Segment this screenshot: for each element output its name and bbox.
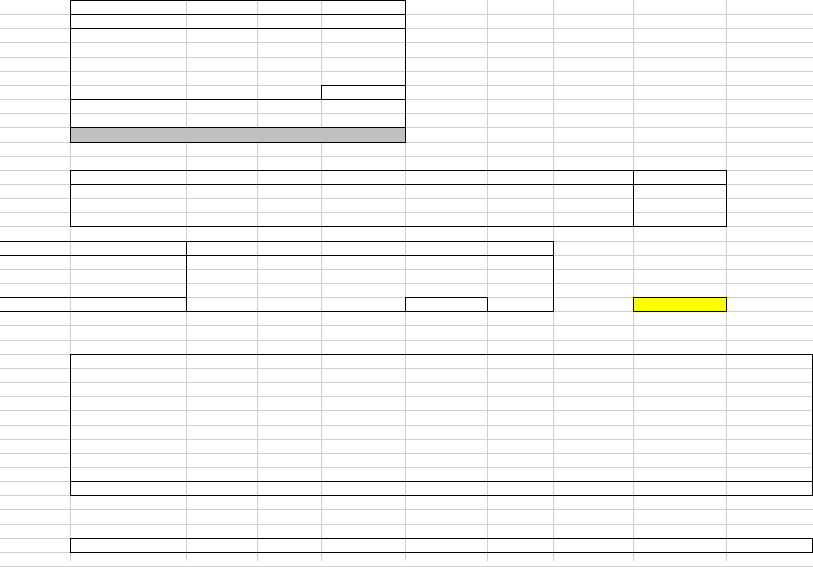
costo-cell[interactable] <box>506 270 554 283</box>
carga-header[interactable] <box>490 369 552 382</box>
costo-cell[interactable] <box>729 256 811 269</box>
matriz-header[interactable] <box>73 1 185 14</box>
carga-header[interactable] <box>324 369 404 382</box>
categorias-cell[interactable] <box>636 199 725 212</box>
costo-cell[interactable] <box>260 284 320 297</box>
costo-cell[interactable] <box>260 270 320 283</box>
carga-title[interactable] <box>73 341 213 354</box>
dist-label[interactable] <box>8 397 68 410</box>
costo-total-value[interactable] <box>636 298 725 311</box>
carga-cell[interactable] <box>260 510 320 523</box>
costo-cell[interactable] <box>506 284 554 297</box>
carga-cell[interactable] <box>260 411 320 424</box>
categorias-cell[interactable] <box>189 199 256 212</box>
matriz-cell[interactable] <box>73 100 185 113</box>
carga-cell[interactable] <box>324 510 404 523</box>
categorias-cell[interactable] <box>73 199 185 212</box>
costo-total-label[interactable] <box>173 298 313 311</box>
matriz-cell[interactable] <box>189 43 256 56</box>
carga-cell[interactable] <box>408 454 486 467</box>
categorias-header[interactable] <box>490 171 552 184</box>
carga-cell[interactable] <box>490 482 552 495</box>
costo-cell[interactable] <box>2 284 69 297</box>
carga-cell[interactable] <box>73 468 185 481</box>
categorias-header[interactable] <box>260 171 320 184</box>
carga-final-cell[interactable] <box>490 539 552 552</box>
matriz-cell[interactable] <box>324 100 404 113</box>
categorias-header[interactable] <box>556 171 632 184</box>
gridline-horizontal <box>0 156 813 157</box>
carga-header[interactable] <box>729 369 811 382</box>
costo-cell[interactable] <box>2 256 69 269</box>
carga-cell[interactable] <box>408 411 486 424</box>
gridline-horizontal <box>0 495 813 496</box>
gridline-horizontal <box>0 226 813 227</box>
carga-cell[interactable] <box>556 454 632 467</box>
matriz-cell[interactable] <box>189 29 256 42</box>
carga-cell[interactable] <box>324 397 404 410</box>
carga-header[interactable] <box>636 369 725 382</box>
matriz-header[interactable] <box>324 1 404 14</box>
carga-cell[interactable] <box>73 440 185 453</box>
costo-cell[interactable] <box>189 270 256 283</box>
carga-cell[interactable] <box>189 411 256 424</box>
carga-cell[interactable] <box>636 411 725 424</box>
carga-cell[interactable] <box>189 440 256 453</box>
carga-cell[interactable] <box>729 411 811 424</box>
carga-cell[interactable] <box>408 482 486 495</box>
carga-cell[interactable] <box>260 454 320 467</box>
gridline-horizontal <box>0 142 813 143</box>
matriz-cell[interactable] <box>324 15 404 28</box>
gridline-horizontal <box>0 354 813 355</box>
categorias-cell[interactable] <box>490 213 552 226</box>
carga-final-cell[interactable] <box>636 539 725 552</box>
carga-header[interactable] <box>189 369 256 382</box>
carga-cell[interactable] <box>324 411 404 424</box>
carga-cell[interactable] <box>73 411 185 424</box>
categorias-header[interactable] <box>408 171 486 184</box>
carga-final-cell[interactable] <box>73 539 185 552</box>
matriz-cell[interactable] <box>73 29 185 42</box>
carga-cell[interactable] <box>260 397 320 410</box>
carga-final-cell[interactable] <box>729 539 811 552</box>
carga-cell[interactable] <box>408 397 486 410</box>
costo-cell[interactable] <box>408 284 486 297</box>
categorias-cell[interactable] <box>556 213 632 226</box>
costo-cell[interactable] <box>729 284 811 297</box>
categorias-cell[interactable] <box>408 199 486 212</box>
matriz-cell[interactable] <box>260 72 320 85</box>
carga-cell[interactable] <box>556 411 632 424</box>
categorias-cell[interactable] <box>490 199 552 212</box>
categorias-cell[interactable] <box>260 185 320 198</box>
carga-final-cell[interactable] <box>324 539 404 552</box>
gridline-horizontal <box>0 311 813 312</box>
categorias-cell[interactable] <box>636 185 725 198</box>
matriz-cell[interactable] <box>324 29 404 42</box>
carga-cell[interactable] <box>556 510 632 523</box>
total-cs-sc-fill <box>71 127 406 142</box>
carga-cell[interactable] <box>260 426 320 439</box>
gridline-horizontal <box>0 524 813 525</box>
gridline-horizontal <box>0 57 813 58</box>
matriz-cell[interactable] <box>73 15 185 28</box>
carga-cell[interactable] <box>636 482 725 495</box>
matriz-cell[interactable] <box>73 43 185 56</box>
carga-cell[interactable] <box>189 468 256 481</box>
carga-final-cell[interactable] <box>408 539 486 552</box>
costo-header[interactable] <box>260 242 330 255</box>
carga-cell[interactable] <box>324 454 404 467</box>
costo-cell[interactable] <box>73 284 185 297</box>
categorias-header[interactable] <box>189 171 256 184</box>
categorias-cell[interactable] <box>73 185 185 198</box>
gridline-horizontal <box>0 382 813 383</box>
costo-cell[interactable] <box>260 256 320 269</box>
dist-label[interactable] <box>8 510 68 523</box>
gridline-horizontal <box>0 325 813 326</box>
carga-cell[interactable] <box>729 482 811 495</box>
carga-cell[interactable] <box>490 510 552 523</box>
carga-cell[interactable] <box>73 397 185 410</box>
categorias-cell[interactable] <box>324 199 404 212</box>
carga-cell[interactable] <box>636 454 725 467</box>
costo-cell[interactable] <box>73 256 185 269</box>
carga-cell[interactable] <box>490 454 552 467</box>
carga-header[interactable] <box>73 369 185 382</box>
matriz-cell[interactable] <box>260 15 320 28</box>
carga-cell[interactable] <box>324 482 404 495</box>
costo-cell[interactable] <box>324 270 404 283</box>
costo-cell[interactable] <box>189 256 256 269</box>
carga-cell[interactable] <box>729 468 811 481</box>
categorias-header[interactable] <box>324 171 404 184</box>
carga-cell[interactable] <box>729 397 811 410</box>
carga-cell[interactable] <box>73 482 185 495</box>
carga-cell[interactable] <box>556 482 632 495</box>
carga-cell[interactable] <box>729 510 811 523</box>
matriz-cell[interactable] <box>324 86 404 99</box>
carga-cell[interactable] <box>189 426 256 439</box>
matriz-cell[interactable] <box>324 72 404 85</box>
carga-cell[interactable] <box>490 411 552 424</box>
carga-header[interactable] <box>556 369 632 382</box>
categorias-cell[interactable] <box>260 213 320 226</box>
categorias-cell[interactable] <box>408 213 486 226</box>
carga-cell[interactable] <box>729 454 811 467</box>
carga-cell[interactable] <box>260 440 320 453</box>
carga-cell[interactable] <box>73 426 185 439</box>
carga-final-cell[interactable] <box>556 539 632 552</box>
costo-cell[interactable] <box>2 270 69 283</box>
gridline-horizontal <box>0 85 813 86</box>
categorias-cell[interactable] <box>189 185 256 198</box>
carga-cell[interactable] <box>260 482 320 495</box>
costo-cell[interactable] <box>408 270 486 283</box>
categorias-cell[interactable] <box>324 185 404 198</box>
categorias-cell[interactable] <box>189 213 256 226</box>
matriz-cell[interactable] <box>260 43 320 56</box>
costo-header[interactable] <box>329 242 407 255</box>
carga-cell[interactable] <box>189 397 256 410</box>
matriz-cell[interactable] <box>324 43 404 56</box>
matriz-cell[interactable] <box>73 72 185 85</box>
categorias-cell[interactable] <box>408 185 486 198</box>
carga-cell[interactable] <box>490 397 552 410</box>
categorias-cell[interactable] <box>324 213 404 226</box>
matriz-cell[interactable] <box>189 72 256 85</box>
carga-cell[interactable] <box>408 510 486 523</box>
carga-cell[interactable] <box>189 510 256 523</box>
matriz-cell[interactable] <box>189 58 256 71</box>
costo-cell[interactable] <box>506 256 554 269</box>
costo-cell[interactable] <box>73 270 185 283</box>
carga-cell[interactable] <box>636 510 725 523</box>
carga-cell[interactable] <box>556 397 632 410</box>
carga-cell[interactable] <box>73 510 185 523</box>
costo-cell[interactable] <box>324 284 404 297</box>
matriz-cell[interactable] <box>324 114 404 127</box>
costo-cell[interactable] <box>408 256 486 269</box>
categorias-cell[interactable] <box>556 199 632 212</box>
costo-subtotal-border <box>405 297 488 312</box>
carga-cell[interactable] <box>490 426 552 439</box>
costo-cell[interactable] <box>324 256 404 269</box>
matriz-header[interactable] <box>260 1 320 14</box>
carga-cell[interactable] <box>636 440 725 453</box>
matriz-cell[interactable] <box>260 29 320 42</box>
categorias-cell[interactable] <box>73 213 185 226</box>
gridline-horizontal <box>0 552 813 553</box>
matriz-cell[interactable] <box>189 15 256 28</box>
categorias-header[interactable] <box>73 171 185 184</box>
carga-cell[interactable] <box>260 468 320 481</box>
matriz-cell[interactable] <box>73 114 185 127</box>
categorias-cell[interactable] <box>556 185 632 198</box>
carga-cell[interactable] <box>73 454 185 467</box>
categorias-header[interactable] <box>636 171 725 184</box>
costo-cell[interactable] <box>729 270 811 283</box>
categorias-cell[interactable] <box>636 213 725 226</box>
carga-cell[interactable] <box>636 397 725 410</box>
carga-cell[interactable] <box>324 426 404 439</box>
carga-header[interactable] <box>408 369 486 382</box>
carga-header[interactable] <box>260 369 320 382</box>
categorias-cell[interactable] <box>490 185 552 198</box>
carga-cell[interactable] <box>189 454 256 467</box>
categorias-cell[interactable] <box>260 199 320 212</box>
